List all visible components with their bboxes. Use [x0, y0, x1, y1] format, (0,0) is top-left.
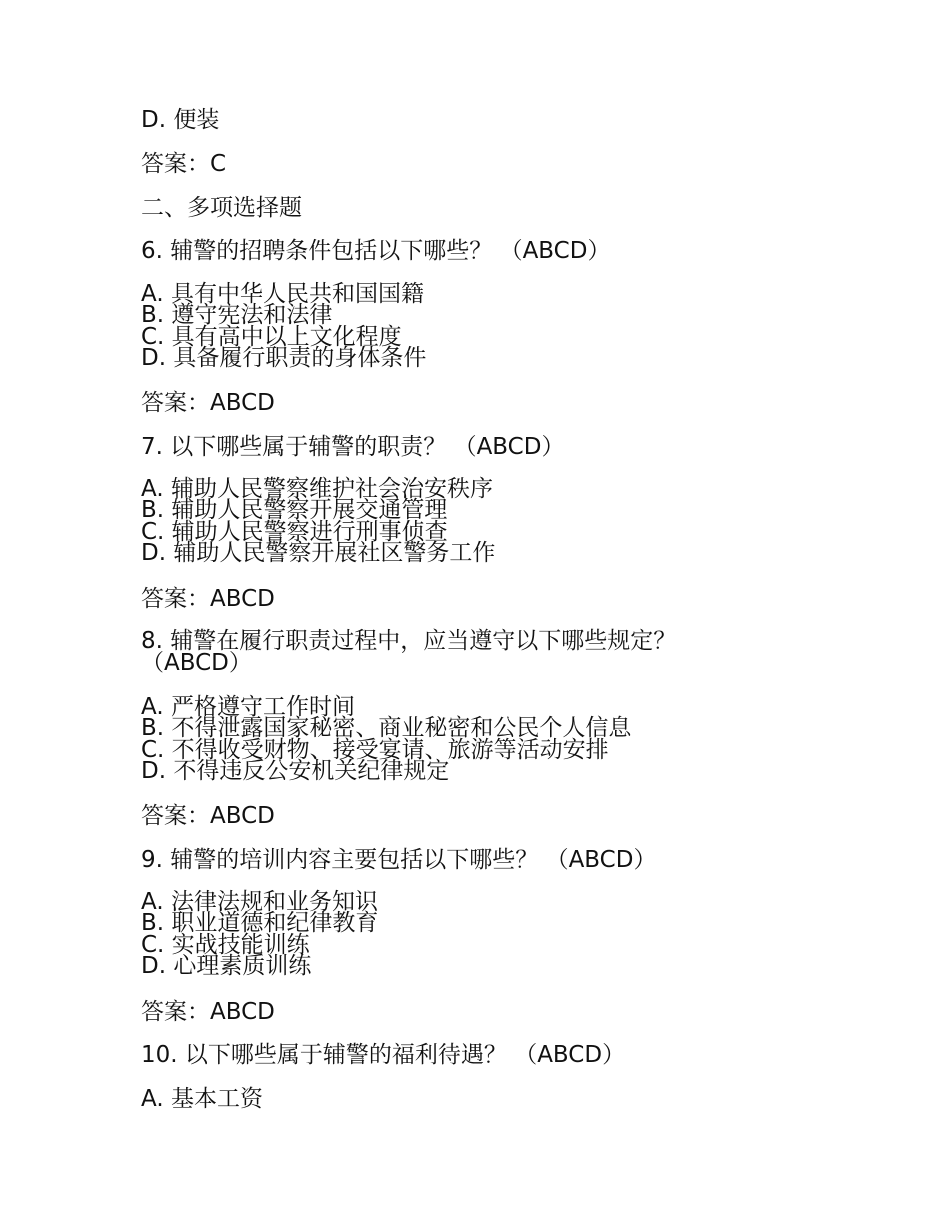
option-b: B. 职业道德和纪律教育	[141, 910, 379, 936]
option-c: C. 辅助人民警察进行刑事侦查	[141, 519, 448, 545]
option-b: B. 不得泄露国家秘密、商业秘密和公民个人信息	[141, 715, 632, 741]
option-d: D. 辅助人民警察开展社区警务工作	[141, 540, 496, 566]
option-c: C. 具有高中以上文化程度	[141, 324, 402, 350]
question-6: 6. 辅警的招聘条件包括以下哪些？ （ABCD）	[141, 238, 611, 264]
option-c: C. 不得收受财物、接受宴请、旅游等活动安排	[141, 737, 609, 763]
answer-9: 答案：ABCD	[141, 999, 275, 1025]
option-a: A. 基本工资	[141, 1086, 263, 1112]
option-d: D. 心理素质训练	[141, 953, 312, 979]
option-d: D. 不得违反公安机关纪律规定	[141, 758, 450, 784]
answer-6: 答案：ABCD	[141, 390, 275, 416]
option-a: A. 具有中华人民共和国国籍	[141, 281, 424, 307]
option-a: A. 严格遵守工作时间	[141, 694, 355, 720]
prev-answer: 答案：C	[141, 151, 227, 177]
answer-7: 答案：ABCD	[141, 586, 275, 612]
question-9: 9. 辅警的培训内容主要包括以下哪些？ （ABCD）	[141, 847, 657, 873]
option-b: B. 辅助人民警察开展交通管理	[141, 497, 448, 523]
option-b: B. 遵守宪法和法律	[141, 302, 333, 328]
section-title: 二、多项选择题	[141, 195, 302, 221]
answer-8: 答案：ABCD	[141, 803, 275, 829]
prev-option-d: D. 便装	[141, 107, 220, 133]
option-d: D. 具备履行职责的身体条件	[141, 345, 427, 371]
option-c: C. 实战技能训练	[141, 932, 310, 958]
question-7: 7. 以下哪些属于辅警的职责？ （ABCD）	[141, 434, 565, 460]
option-a: A. 法律法规和业务知识	[141, 889, 378, 915]
option-a: A. 辅助人民警察维护社会治安秩序	[141, 476, 493, 502]
question-8: 8. 辅警在履行职责过程中，应当遵守以下哪些规定？ （ABCD）	[141, 628, 677, 676]
question-10: 10. 以下哪些属于辅警的福利待遇？ （ABCD）	[141, 1042, 626, 1068]
